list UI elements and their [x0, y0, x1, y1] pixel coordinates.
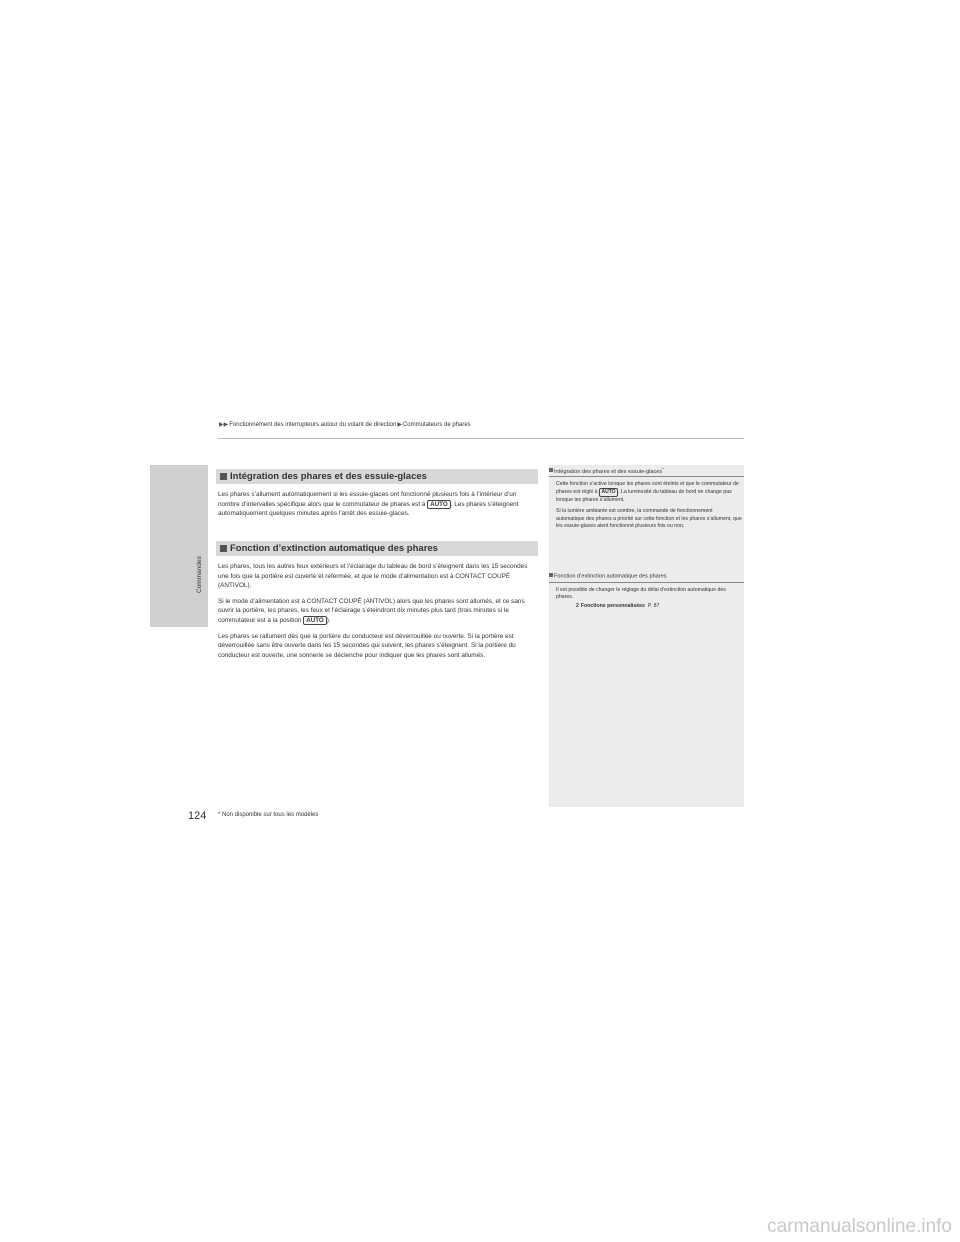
section-body [218, 490, 538, 525]
square-bullet-icon [220, 473, 227, 480]
note-body [556, 587, 742, 610]
note-divider [549, 582, 744, 583]
reference-arrow-icon: 2 [576, 602, 579, 609]
breadcrumb-arrow-icon: ▶ [397, 422, 402, 428]
asterisk: * [662, 466, 664, 471]
note-title-text: Fonction d’extinction automatique des phares [554, 573, 667, 580]
paragraph [218, 490, 538, 519]
auto-key-icon: AUTO [599, 488, 618, 496]
auto-key-icon: AUTO [427, 500, 450, 510]
note-body [556, 481, 742, 534]
cross-reference-link[interactable] [576, 603, 742, 610]
footnote: * Non disponible sur tous les modèles [218, 812, 319, 818]
square-bullet-icon [220, 545, 227, 552]
note-title [549, 466, 744, 475]
section-heading [216, 541, 538, 556]
breadcrumb-arrow-icon: ▶▶ [219, 422, 229, 428]
text-run: Si le mode d’alimentation est à CONTACT COUPÉ (ANTIVOL) alors que les phares sont allumés, et ce sans ouvrir la portière, les phares, les feux et l’éclairage s’éteindront dix minutes plus tard (trois minutes si le commutateur est à la position [218, 597, 525, 624]
section-body [218, 562, 538, 666]
note-marker-icon [549, 468, 553, 472]
watermark: carmanualsonline.info [767, 1216, 952, 1237]
paragraph: Les phares se rallument dès que la portière du conducteur est déverrouillée ou ouverte. Si la portière est déverrouillée sans être ouverte dans les 15 secondes qui suivent, les phares s’éteignent. Si la portière du conducteur est ouverte, une sonnerie se déclenche pour indiquer que les phares sont allumés. [218, 632, 516, 659]
chapter-label: Commandes [196, 556, 203, 593]
paragraph: Les phares, tous les autres feux extérieurs et l’éclairage du tableau de bord s’éteignent dans les 15 secondes une fois que la portière est ouverte et refermée, et que le mode d’alimentation est à CONTACT COUPÉ (ANTIVOL). [218, 563, 528, 590]
auto-key-icon: AUTO [303, 616, 326, 626]
text-run: Cette fonction s’active lorsque les phares sont éteints et que le commutateur de phares est réglé à [556, 481, 739, 496]
chapter-tab [150, 465, 208, 627]
paragraph [556, 481, 742, 504]
section-heading [216, 469, 538, 484]
note-title-text: Intégration des phares et des essuie-glaces [554, 468, 663, 475]
text-run: . Les phares s’éteignent automatiquement quelques minutes après l’arrêt des essuie-glaces. [218, 500, 519, 518]
text-run: Les phares s’allument automatiquement si les essuie-glaces ont fonctionné plusieurs fois à l’intérieur d’un nombre d’intervalles spécifique alors que le commutateur de phares est à [218, 491, 517, 508]
paragraph: Si la lumière ambiante est sombre, la commande de fonctionnement automatique des phares a priorité sur cette fonction et les phares s’allument, que les essuie-glaces aient fonctionné plusieurs fois ou non. [556, 508, 742, 530]
text-run: ). [326, 616, 331, 624]
reference-page: P. 87 [647, 602, 660, 609]
text-run: . La luminosité du tableau de bord ne change pas lorsque les phares s’allument. [556, 489, 732, 503]
note-title [549, 573, 744, 580]
paragraph [218, 597, 538, 626]
breadcrumb-item: Fonctionnement des interrupteurs autour du volant de direction [229, 422, 397, 428]
section-title: Fonction d’extinction automatique des phares [230, 543, 438, 554]
reference-label: Fonctions personnalisées [580, 602, 645, 609]
paragraph: Il est possible de changer le réglage du délai d’extinction automatique des phares. [556, 587, 726, 601]
note-marker-icon [549, 573, 553, 577]
page-number: 124 [188, 810, 207, 822]
note-divider [549, 476, 744, 477]
section-title: Intégration des phares et des essuie-glaces [230, 471, 427, 482]
header-divider [218, 438, 744, 439]
breadcrumb-item: Commutateurs de phares [402, 422, 471, 428]
breadcrumb [218, 421, 471, 428]
